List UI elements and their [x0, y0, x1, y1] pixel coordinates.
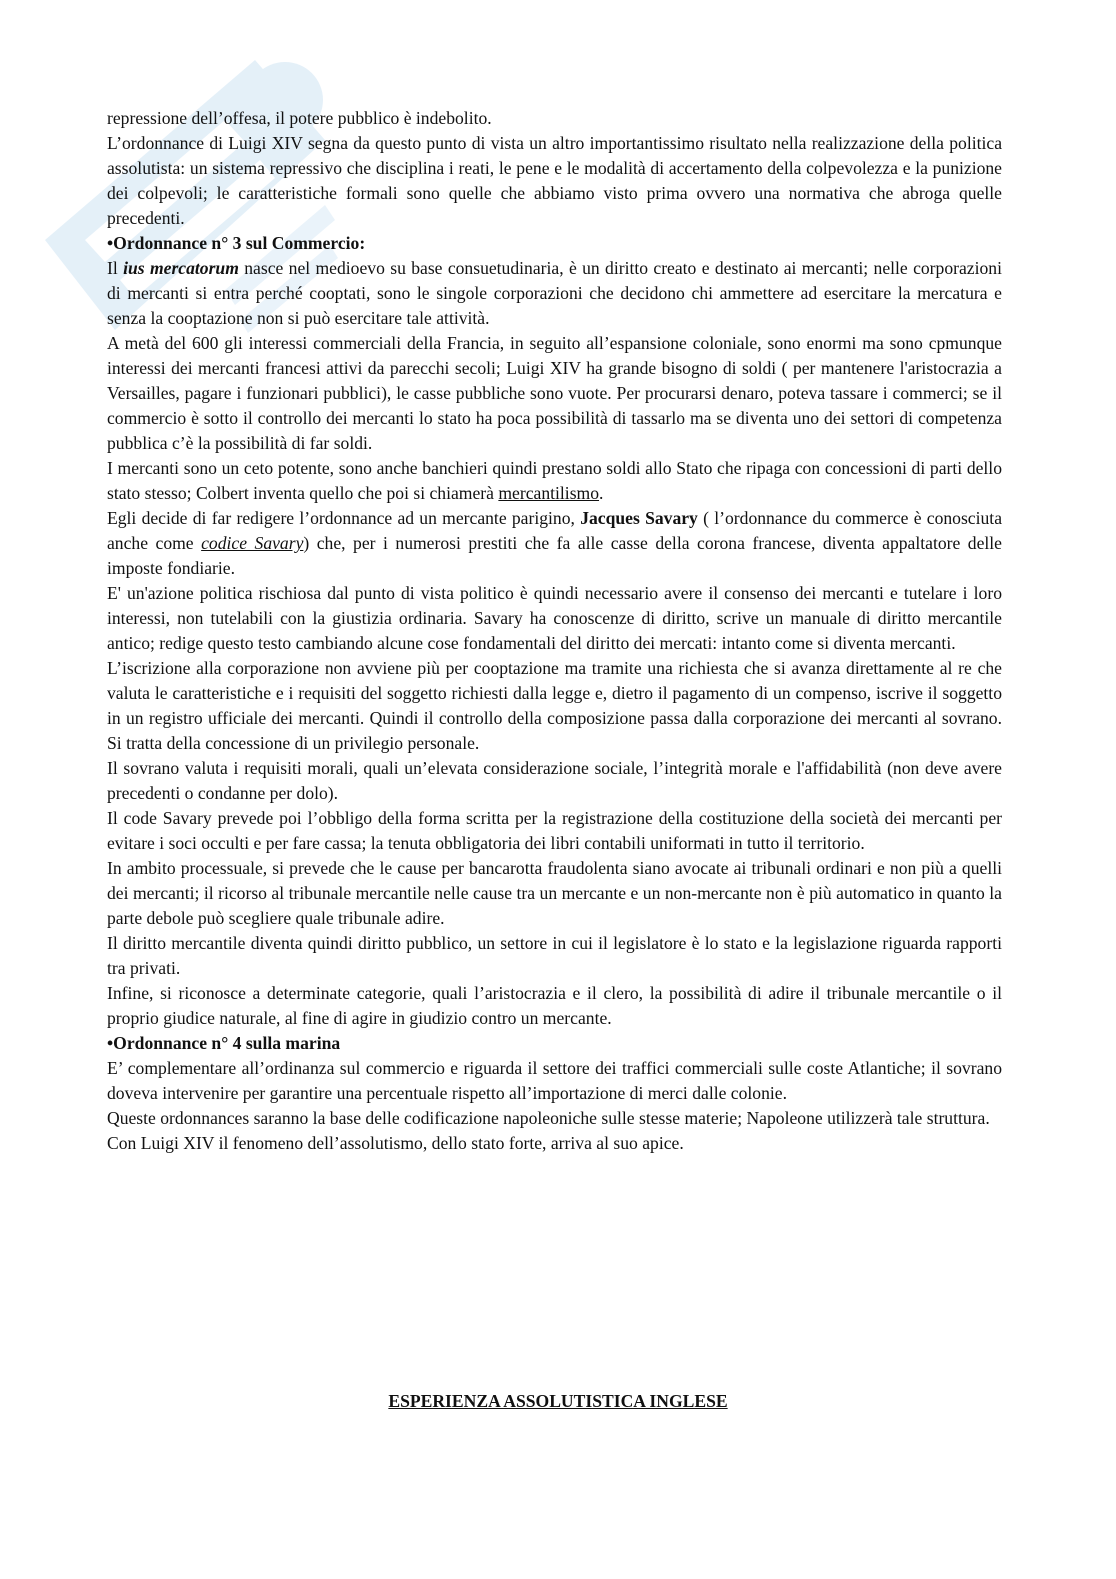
section-heading-text: Ordonnance n° 4 sulla marina	[113, 1033, 341, 1053]
paragraph: Il diritto mercantile diventa quindi diritto pubblico, un settore in cui il legislatore è lo stato e la legislazione riguarda rapporti tra privati.	[107, 933, 1002, 978]
emphasis-term: ius mercatorum	[123, 258, 239, 278]
text-run: nasce nel medioevo su base consuetudinaria, è un diritto creato e destinato ai mercanti; nelle corporazioni di mercanti si entra perché cooptati, sono le singole corporazioni che decidono chi ammettere ad esercitare la mercatura e senza la cooptazione non si può esercitare tale attività.	[107, 258, 1002, 328]
paragraph: Infine, si riconosce a determinate categorie, quali l’aristocrazia e il clero, la possibilità di adire il tribunale mercantile o il proprio giudice naturale, al fine di agire in giudizio contro un mercante.	[107, 983, 1002, 1028]
bullet-icon: •	[107, 233, 114, 253]
bold-name: Jacques Savary	[580, 508, 698, 528]
paragraph	[107, 506, 1002, 581]
section-heading-marina	[107, 1031, 1002, 1056]
paragraph: A metà del 600 gli interessi commerciali della Francia, in seguito all’espansione coloniale, sono enormi ma sono cpmunque interessi dei mercanti francesi attivi da parecchi secoli; Luigi XIV ha grande bisogno di soldi ( per mantenere l'aristocrazia a Versailles, pagare i funzionari pubblici), le casse pubbliche sono vuote. Per procurarsi denaro, poteva tassare i commerci; se il commercio è sotto il controllo dei mercanti lo stato ha poca possibilità di tassarlo ma se diventa uno dei settori di competenza pubblica c’è la possibilità di far soldi.	[107, 333, 1002, 453]
underlined-italic-term: codice Savary	[201, 533, 304, 553]
paragraph: In ambito processuale, si prevede che le cause per bancarotta fraudolenta siano avocate ai tribunali ordinari e non più a quelli dei mercanti; il ricorso al tribunale mercantile nelle cause tra un mercante e un non-mercante non è più automatico in quanto la parte debole può scegliere quale tribunale adire.	[107, 858, 1002, 928]
text-run: .	[599, 483, 604, 503]
paragraph: Con Luigi XIV il fenomeno dell’assolutismo, dello stato forte, arriva al suo apice.	[107, 1133, 684, 1153]
body-text	[107, 106, 1002, 1156]
text-run: ( l’ordonnance du commerce è conosciuta anche come	[107, 508, 1002, 553]
paragraph: L’ordonnance di Luigi XIV segna da questo punto di vista un altro importantissimo risultato nella realizzazione della politica assolutista: un sistema repressivo che disciplina i reati, le pene e le modalità di accertamento della colpevolezza e la punizione dei colpevoli; le caratteristiche formali sono quelle che abbiamo visto prima ovvero una normativa che abroga quelle precedenti.	[107, 133, 1002, 228]
paragraph	[107, 256, 1002, 331]
paragraph	[107, 456, 1002, 506]
section-heading-text: Ordonnance n° 3 sul Commercio:	[113, 233, 366, 253]
paragraph: Il code Savary prevede poi l’obbligo della forma scritta per la registrazione della costituzione della società dei mercanti per evitare i soci occulti e per fare cassa; la tenuta obbligatoria dei libri contabili uniformati in tutto il territorio.	[107, 808, 1002, 853]
paragraph: L’iscrizione alla corporazione non avviene più per cooptazione ma tramite una richiesta che si avanza direttamente al re che valuta le caratteristiche e i requisiti del soggetto richiesti dalla legge e, dietro il pagamento di un compenso, iscrive il soggetto in un registro ufficiale dei mercanti. Quindi il controllo della composizione passa dalla corporazione dei mercanti al sovrano. Si tratta della concessione di un privilegio personale.	[107, 658, 1002, 753]
paragraph: Queste ordonnances saranno la base delle codificazione napoleoniche sulle stesse materie; Napoleone utilizzerà tale struttura.	[107, 1108, 990, 1128]
bullet-icon: •	[107, 1033, 114, 1053]
underlined-term: mercantilismo	[498, 483, 600, 503]
section-heading-commercio	[107, 231, 1002, 256]
text-run: I mercanti sono un ceto potente, sono anche banchieri quindi prestano soldi allo Stato che ripaga con concessioni di parti dello stato stesso; Colbert inventa quello che poi si chiamerà	[107, 458, 1002, 503]
text-run: ) che, per i numerosi prestiti che fa alle casse della corona francese, diventa appaltatore delle imposte fondiarie.	[107, 533, 1002, 578]
text-run: Egli decide di far redigere l’ordonnance ad un mercante parigino,	[107, 508, 581, 528]
paragraph: E’ complementare all’ordinanza sul commercio e riguarda il settore dei traffici commerciali sulle coste Atlantiche; il sovrano doveva intervenire per garantire una percentuale rispetto all’importazione di merci dalle colonie.	[107, 1058, 1002, 1103]
chapter-title: ESPERIENZA ASSOLUTISTICA INGLESE	[388, 1391, 728, 1411]
paragraph: repressione dell’offesa, il potere pubblico è indebolito.	[107, 108, 492, 128]
paragraph: Il sovrano valuta i requisiti morali, quali un’elevata considerazione sociale, l’integrità morale e l'affidabilità (non deve avere precedenti o condanne per dolo).	[107, 758, 1002, 803]
text-run: Il	[107, 258, 124, 278]
paragraph: E' un'azione politica rischiosa dal punto di vista politico è quindi necessario avere il consenso dei mercanti e tutelare i loro interessi, non tutelabili con la giustizia ordinaria. Savary ha conoscenze di diritto, scrive un manuale di diritto mercantile antico; redige questo testo cambiando alcune cose fondamentali del diritto dei mercati: intanto come si diventa mercanti.	[107, 583, 1002, 653]
